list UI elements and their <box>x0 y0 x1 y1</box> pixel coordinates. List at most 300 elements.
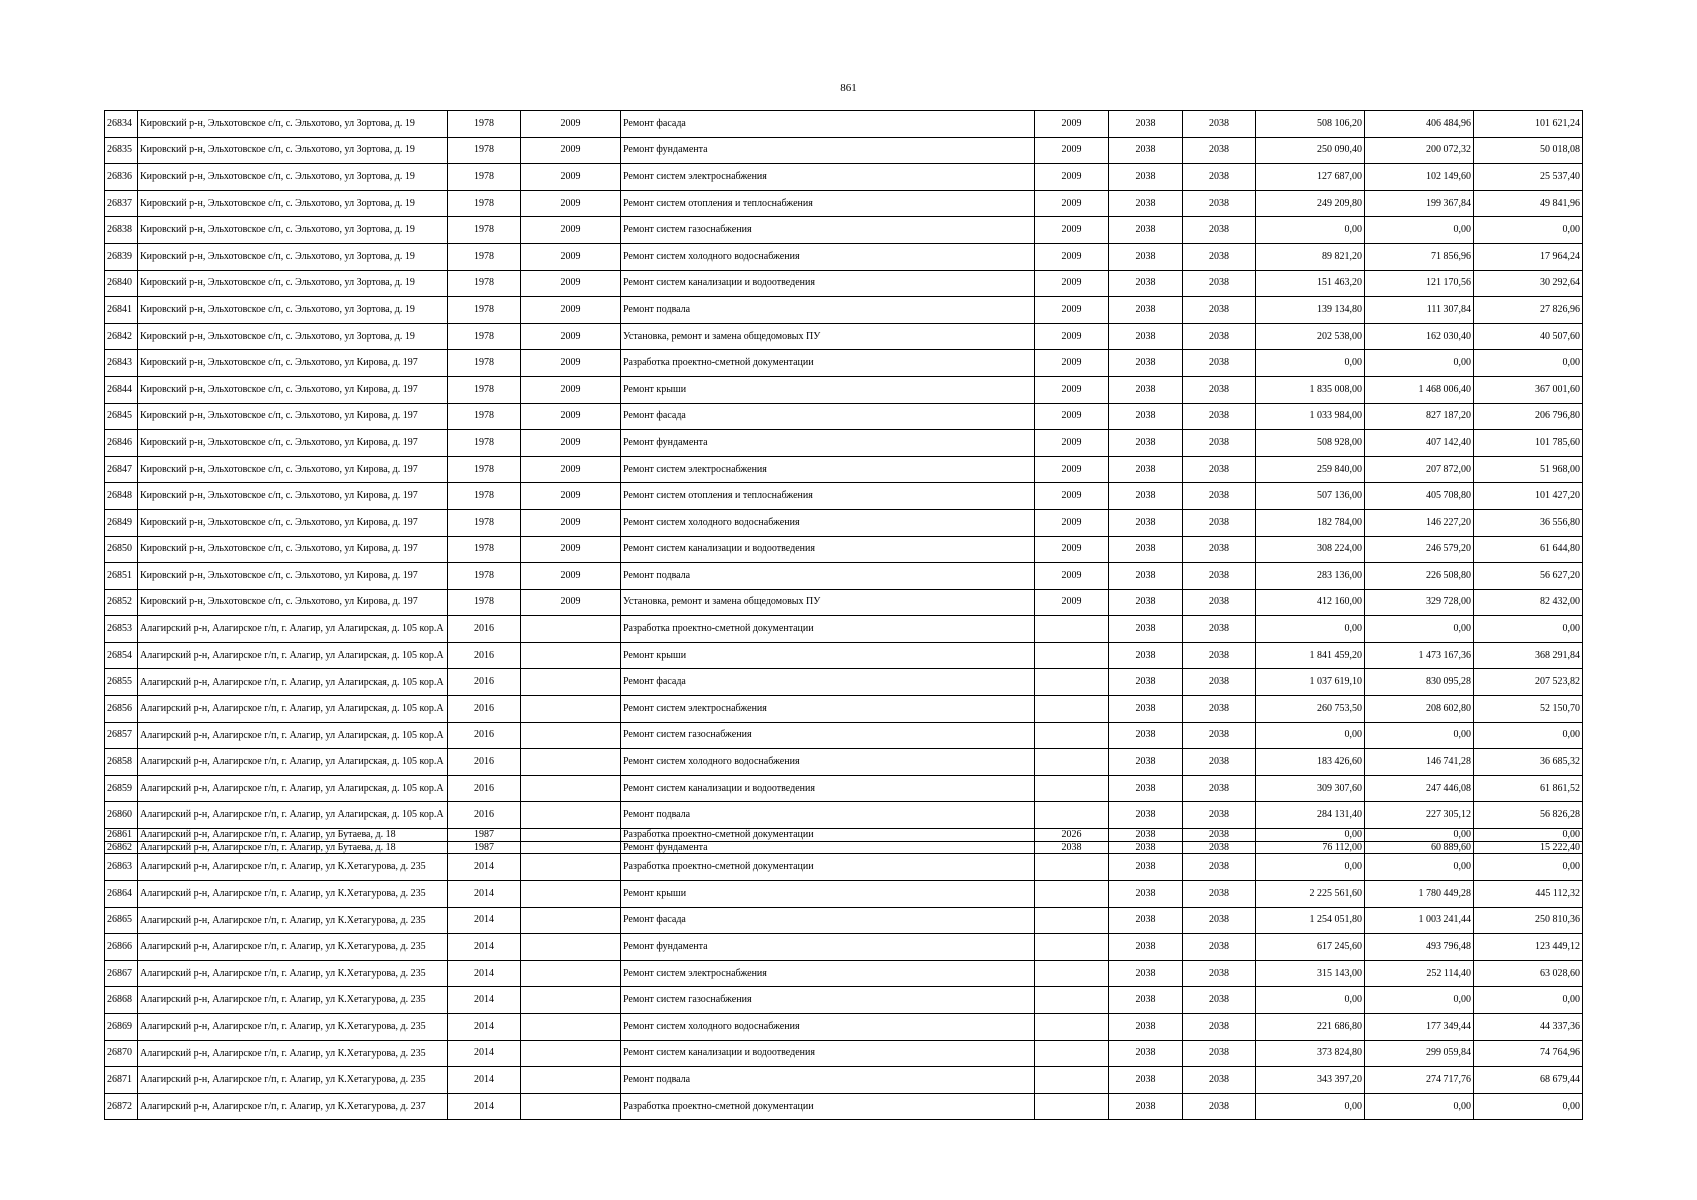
plan-year-end-cell: 2038 <box>1183 1067 1256 1094</box>
table-row <box>105 403 1583 430</box>
address-cell: Кировский р-н, Эльхотовское с/п, с. Эльхотово, ул Зортова, д. 19 <box>138 217 448 244</box>
plan-year-end-cell: 2038 <box>1183 430 1256 457</box>
year-last-cell: 2009 <box>1035 243 1109 270</box>
plan-year-end-cell: 2038 <box>1183 536 1256 563</box>
plan-year-end-cell: 2038 <box>1183 907 1256 934</box>
cost-a-cell: 208 602,80 <box>1365 696 1474 723</box>
year-overhaul-cell <box>521 960 621 987</box>
cost-a-cell: 162 030,40 <box>1365 323 1474 350</box>
plan-year-start-cell: 2038 <box>1109 563 1183 590</box>
year-overhaul-cell: 2009 <box>521 270 621 297</box>
row-number-cell: 26866 <box>105 934 138 961</box>
year-overhaul-cell: 2009 <box>521 536 621 563</box>
cost-a-cell: 1 003 241,44 <box>1365 907 1474 934</box>
cost-b-cell: 49 841,96 <box>1474 190 1583 217</box>
work-type-cell: Ремонт подвала <box>621 297 1035 324</box>
year-last-cell: 2009 <box>1035 589 1109 616</box>
row-number-cell: 26872 <box>105 1093 138 1120</box>
work-type-cell: Ремонт подвала <box>621 802 1035 829</box>
plan-year-start-cell: 2038 <box>1109 589 1183 616</box>
table-row <box>105 164 1583 191</box>
year-overhaul-cell <box>521 854 621 881</box>
year-built-cell: 1978 <box>448 376 521 403</box>
table-row <box>105 111 1583 138</box>
address-cell: Алагирский р-н, Алагирское г/п, г. Алагир, ул К.Хетагурова, д. 235 <box>138 907 448 934</box>
cost-a-cell: 226 508,80 <box>1365 563 1474 590</box>
address-cell: Алагирский р-н, Алагирское г/п, г. Алагир, ул К.Хетагурова, д. 235 <box>138 1040 448 1067</box>
page-number: 861 <box>840 82 857 94</box>
table-row <box>105 669 1583 696</box>
cost-a-cell: 111 307,84 <box>1365 297 1474 324</box>
year-overhaul-cell: 2009 <box>521 111 621 138</box>
year-overhaul-cell <box>521 1093 621 1120</box>
work-type-cell: Ремонт систем электроснабжения <box>621 456 1035 483</box>
plan-year-end-cell: 2038 <box>1183 696 1256 723</box>
table-row <box>105 190 1583 217</box>
address-cell: Кировский р-н, Эльхотовское с/п, с. Эльхотово, ул Кирова, д. 197 <box>138 536 448 563</box>
year-built-cell: 2014 <box>448 934 521 961</box>
row-number-cell: 26843 <box>105 350 138 377</box>
year-last-cell <box>1035 1040 1109 1067</box>
address-cell: Кировский р-н, Эльхотовское с/п, с. Эльхотово, ул Кирова, д. 197 <box>138 589 448 616</box>
plan-year-end-cell: 2038 <box>1183 111 1256 138</box>
year-overhaul-cell <box>521 775 621 802</box>
plan-year-end-cell: 2038 <box>1183 456 1256 483</box>
row-number-cell: 26846 <box>105 430 138 457</box>
table-row <box>105 960 1583 987</box>
row-number-cell: 26838 <box>105 217 138 244</box>
row-number-cell: 26871 <box>105 1067 138 1094</box>
year-overhaul-cell <box>521 722 621 749</box>
address-cell: Кировский р-н, Эльхотовское с/п, с. Эльхотово, ул Зортова, д. 19 <box>138 137 448 164</box>
cost-a-cell: 207 872,00 <box>1365 456 1474 483</box>
year-last-cell <box>1035 802 1109 829</box>
cost-total-cell: 0,00 <box>1256 987 1365 1014</box>
cost-b-cell: 56 627,20 <box>1474 563 1583 590</box>
table-row <box>105 696 1583 723</box>
work-type-cell: Ремонт крыши <box>621 642 1035 669</box>
cost-a-cell: 146 227,20 <box>1365 509 1474 536</box>
cost-b-cell: 36 685,32 <box>1474 749 1583 776</box>
plan-year-start-cell: 2038 <box>1109 960 1183 987</box>
cost-b-cell: 61 861,52 <box>1474 775 1583 802</box>
cost-total-cell: 259 840,00 <box>1256 456 1365 483</box>
cost-b-cell: 0,00 <box>1474 987 1583 1014</box>
work-type-cell: Ремонт крыши <box>621 881 1035 908</box>
cost-a-cell: 60 889,60 <box>1365 841 1474 854</box>
year-last-cell: 2009 <box>1035 350 1109 377</box>
table-row <box>105 616 1583 643</box>
year-last-cell <box>1035 960 1109 987</box>
cost-b-cell: 61 644,80 <box>1474 536 1583 563</box>
table-row <box>105 350 1583 377</box>
year-built-cell: 2014 <box>448 960 521 987</box>
year-overhaul-cell <box>521 642 621 669</box>
cost-a-cell: 71 856,96 <box>1365 243 1474 270</box>
work-type-cell: Ремонт систем холодного водоснабжения <box>621 1013 1035 1040</box>
address-cell: Алагирский р-н, Алагирское г/п, г. Алагир, ул К.Хетагурова, д. 235 <box>138 987 448 1014</box>
plan-year-start-cell: 2038 <box>1109 642 1183 669</box>
plan-year-end-cell: 2038 <box>1183 563 1256 590</box>
row-number-cell: 26835 <box>105 137 138 164</box>
address-cell: Кировский р-н, Эльхотовское с/п, с. Эльхотово, ул Кирова, д. 197 <box>138 509 448 536</box>
row-number-cell: 26839 <box>105 243 138 270</box>
plan-year-end-cell: 2038 <box>1183 802 1256 829</box>
row-number-cell: 26842 <box>105 323 138 350</box>
plan-year-end-cell: 2038 <box>1183 217 1256 244</box>
cost-total-cell: 249 209,80 <box>1256 190 1365 217</box>
year-built-cell: 1978 <box>448 563 521 590</box>
year-overhaul-cell: 2009 <box>521 350 621 377</box>
table-row <box>105 881 1583 908</box>
cost-total-cell: 507 136,00 <box>1256 483 1365 510</box>
address-cell: Кировский р-н, Эльхотовское с/п, с. Эльхотово, ул Кирова, д. 197 <box>138 350 448 377</box>
year-last-cell <box>1035 1093 1109 1120</box>
cost-total-cell: 309 307,60 <box>1256 775 1365 802</box>
cost-total-cell: 343 397,20 <box>1256 1067 1365 1094</box>
table-body <box>105 111 1583 1120</box>
table-row <box>105 1067 1583 1094</box>
address-cell: Алагирский р-н, Алагирское г/п, г. Алагир, ул К.Хетагурова, д. 235 <box>138 1067 448 1094</box>
table-row <box>105 483 1583 510</box>
cost-b-cell: 51 968,00 <box>1474 456 1583 483</box>
cost-total-cell: 0,00 <box>1256 350 1365 377</box>
address-cell: Алагирский р-н, Алагирское г/п, г. Алагир, ул К.Хетагурова, д. 237 <box>138 1093 448 1120</box>
work-type-cell: Ремонт систем холодного водоснабжения <box>621 509 1035 536</box>
plan-year-start-cell: 2038 <box>1109 829 1183 842</box>
cost-b-cell: 367 001,60 <box>1474 376 1583 403</box>
year-overhaul-cell <box>521 749 621 776</box>
year-overhaul-cell <box>521 802 621 829</box>
cost-a-cell: 200 072,32 <box>1365 137 1474 164</box>
year-built-cell: 1987 <box>448 829 521 842</box>
cost-total-cell: 315 143,00 <box>1256 960 1365 987</box>
plan-year-start-cell: 2038 <box>1109 483 1183 510</box>
row-number-cell: 26862 <box>105 841 138 854</box>
year-built-cell: 2016 <box>448 616 521 643</box>
work-type-cell: Ремонт систем канализации и водоотведения <box>621 1040 1035 1067</box>
cost-total-cell: 508 928,00 <box>1256 430 1365 457</box>
year-overhaul-cell <box>521 616 621 643</box>
cost-total-cell: 0,00 <box>1256 854 1365 881</box>
row-number-cell: 26848 <box>105 483 138 510</box>
year-last-cell: 2009 <box>1035 536 1109 563</box>
cost-a-cell: 0,00 <box>1365 854 1474 881</box>
address-cell: Алагирский р-н, Алагирское г/п, г. Алагир, ул Алагирская, д. 105 кор.А <box>138 642 448 669</box>
address-cell: Кировский р-н, Эльхотовское с/п, с. Эльхотово, ул Зортова, д. 19 <box>138 270 448 297</box>
work-type-cell: Ремонт фасада <box>621 669 1035 696</box>
cost-total-cell: 0,00 <box>1256 722 1365 749</box>
cost-total-cell: 1 841 459,20 <box>1256 642 1365 669</box>
cost-b-cell: 101 621,24 <box>1474 111 1583 138</box>
plan-year-start-cell: 2038 <box>1109 775 1183 802</box>
plan-year-end-cell: 2038 <box>1183 190 1256 217</box>
plan-year-end-cell: 2038 <box>1183 137 1256 164</box>
year-overhaul-cell: 2009 <box>521 164 621 191</box>
work-type-cell: Установка, ремонт и замена общедомовых ПУ <box>621 589 1035 616</box>
plan-year-end-cell: 2038 <box>1183 749 1256 776</box>
year-overhaul-cell <box>521 1013 621 1040</box>
address-cell: Алагирский р-н, Алагирское г/п, г. Алагир, ул Алагирская, д. 105 кор.А <box>138 749 448 776</box>
work-type-cell: Ремонт систем электроснабжения <box>621 164 1035 191</box>
year-built-cell: 1978 <box>448 217 521 244</box>
year-built-cell: 2016 <box>448 669 521 696</box>
year-overhaul-cell: 2009 <box>521 456 621 483</box>
row-number-cell: 26860 <box>105 802 138 829</box>
row-number-cell: 26854 <box>105 642 138 669</box>
year-last-cell: 2009 <box>1035 164 1109 191</box>
cost-a-cell: 827 187,20 <box>1365 403 1474 430</box>
row-number-cell: 26850 <box>105 536 138 563</box>
year-last-cell: 2009 <box>1035 137 1109 164</box>
plan-year-end-cell: 2038 <box>1183 483 1256 510</box>
cost-a-cell: 329 728,00 <box>1365 589 1474 616</box>
address-cell: Кировский р-н, Эльхотовское с/п, с. Эльхотово, ул Кирова, д. 197 <box>138 483 448 510</box>
work-type-cell: Ремонт систем отопления и теплоснабжения <box>621 483 1035 510</box>
year-last-cell: 2009 <box>1035 403 1109 430</box>
cost-a-cell: 252 114,40 <box>1365 960 1474 987</box>
cost-total-cell: 373 824,80 <box>1256 1040 1365 1067</box>
year-last-cell: 2009 <box>1035 217 1109 244</box>
row-number-cell: 26865 <box>105 907 138 934</box>
table-row <box>105 430 1583 457</box>
work-type-cell: Ремонт систем холодного водоснабжения <box>621 243 1035 270</box>
address-cell: Кировский р-н, Эльхотовское с/п, с. Эльхотово, ул Кирова, д. 197 <box>138 403 448 430</box>
plan-year-end-cell: 2038 <box>1183 616 1256 643</box>
cost-b-cell: 17 964,24 <box>1474 243 1583 270</box>
plan-year-end-cell: 2038 <box>1183 270 1256 297</box>
plan-year-end-cell: 2038 <box>1183 1013 1256 1040</box>
year-built-cell: 2016 <box>448 722 521 749</box>
table-row <box>105 563 1583 590</box>
address-cell: Алагирский р-н, Алагирское г/п, г. Алагир, ул К.Хетагурова, д. 235 <box>138 934 448 961</box>
table-row <box>105 137 1583 164</box>
plan-year-start-cell: 2038 <box>1109 350 1183 377</box>
year-built-cell: 1978 <box>448 270 521 297</box>
plan-year-end-cell: 2038 <box>1183 509 1256 536</box>
year-built-cell: 2014 <box>448 881 521 908</box>
plan-year-end-cell: 2038 <box>1183 297 1256 324</box>
year-overhaul-cell: 2009 <box>521 483 621 510</box>
year-last-cell: 2009 <box>1035 270 1109 297</box>
cost-a-cell: 177 349,44 <box>1365 1013 1474 1040</box>
year-built-cell: 2016 <box>448 696 521 723</box>
year-built-cell: 2014 <box>448 1067 521 1094</box>
cost-b-cell: 123 449,12 <box>1474 934 1583 961</box>
year-built-cell: 1978 <box>448 589 521 616</box>
row-number-cell: 26868 <box>105 987 138 1014</box>
plan-year-end-cell: 2038 <box>1183 1093 1256 1120</box>
cost-a-cell: 299 059,84 <box>1365 1040 1474 1067</box>
row-number-cell: 26861 <box>105 829 138 842</box>
cost-a-cell: 405 708,80 <box>1365 483 1474 510</box>
address-cell: Кировский р-н, Эльхотовское с/п, с. Эльхотово, ул Зортова, д. 19 <box>138 111 448 138</box>
row-number-cell: 26867 <box>105 960 138 987</box>
cost-total-cell: 0,00 <box>1256 1093 1365 1120</box>
cost-a-cell: 1 473 167,36 <box>1365 642 1474 669</box>
cost-b-cell: 30 292,64 <box>1474 270 1583 297</box>
row-number-cell: 26836 <box>105 164 138 191</box>
year-last-cell: 2009 <box>1035 297 1109 324</box>
year-built-cell: 1978 <box>448 536 521 563</box>
year-built-cell: 2016 <box>448 802 521 829</box>
plan-year-start-cell: 2038 <box>1109 111 1183 138</box>
cost-a-cell: 0,00 <box>1365 829 1474 842</box>
address-cell: Алагирский р-н, Алагирское г/п, г. Алагир, ул Алагирская, д. 105 кор.А <box>138 802 448 829</box>
table-row <box>105 376 1583 403</box>
row-number-cell: 26857 <box>105 722 138 749</box>
row-number-cell: 26847 <box>105 456 138 483</box>
cost-b-cell: 206 796,80 <box>1474 403 1583 430</box>
table-row <box>105 1040 1583 1067</box>
cost-b-cell: 82 432,00 <box>1474 589 1583 616</box>
plan-year-start-cell: 2038 <box>1109 536 1183 563</box>
plan-year-start-cell: 2038 <box>1109 616 1183 643</box>
plan-year-end-cell: 2038 <box>1183 669 1256 696</box>
address-cell: Алагирский р-н, Алагирское г/п, г. Алагир, ул К.Хетагурова, д. 235 <box>138 960 448 987</box>
cost-a-cell: 406 484,96 <box>1365 111 1474 138</box>
year-last-cell <box>1035 854 1109 881</box>
table-row <box>105 775 1583 802</box>
plan-year-end-cell: 2038 <box>1183 323 1256 350</box>
row-number-cell: 26864 <box>105 881 138 908</box>
address-cell: Алагирский р-н, Алагирское г/п, г. Алагир, ул К.Хетагурова, д. 235 <box>138 854 448 881</box>
year-last-cell: 2009 <box>1035 323 1109 350</box>
plan-year-start-cell: 2038 <box>1109 722 1183 749</box>
cost-b-cell: 40 507,60 <box>1474 323 1583 350</box>
cost-total-cell: 182 784,00 <box>1256 509 1365 536</box>
year-overhaul-cell <box>521 881 621 908</box>
table-row <box>105 841 1583 854</box>
cost-total-cell: 308 224,00 <box>1256 536 1365 563</box>
row-number-cell: 26851 <box>105 563 138 590</box>
row-number-cell: 26855 <box>105 669 138 696</box>
address-cell: Кировский р-н, Эльхотовское с/п, с. Эльхотово, ул Зортова, д. 19 <box>138 190 448 217</box>
cost-total-cell: 2 225 561,60 <box>1256 881 1365 908</box>
work-type-cell: Разработка проектно-сметной документации <box>621 350 1035 377</box>
year-overhaul-cell: 2009 <box>521 323 621 350</box>
row-number-cell: 26852 <box>105 589 138 616</box>
cost-total-cell: 284 131,40 <box>1256 802 1365 829</box>
work-type-cell: Ремонт систем газоснабжения <box>621 722 1035 749</box>
cost-a-cell: 0,00 <box>1365 987 1474 1014</box>
cost-a-cell: 0,00 <box>1365 616 1474 643</box>
year-built-cell: 1978 <box>448 456 521 483</box>
year-overhaul-cell: 2009 <box>521 509 621 536</box>
year-overhaul-cell: 2009 <box>521 137 621 164</box>
cost-total-cell: 89 821,20 <box>1256 243 1365 270</box>
year-built-cell: 1978 <box>448 430 521 457</box>
plan-year-start-cell: 2038 <box>1109 881 1183 908</box>
cost-b-cell: 56 826,28 <box>1474 802 1583 829</box>
table-row <box>105 536 1583 563</box>
year-overhaul-cell: 2009 <box>521 217 621 244</box>
year-overhaul-cell: 2009 <box>521 430 621 457</box>
plan-year-end-cell: 2038 <box>1183 934 1256 961</box>
work-type-cell: Ремонт подвала <box>621 563 1035 590</box>
cost-total-cell: 250 090,40 <box>1256 137 1365 164</box>
plan-year-end-cell: 2038 <box>1183 642 1256 669</box>
plan-year-end-cell: 2038 <box>1183 589 1256 616</box>
year-last-cell <box>1035 987 1109 1014</box>
table-row <box>105 722 1583 749</box>
plan-year-start-cell: 2038 <box>1109 907 1183 934</box>
year-overhaul-cell: 2009 <box>521 563 621 590</box>
plan-year-end-cell: 2038 <box>1183 722 1256 749</box>
plan-year-end-cell: 2038 <box>1183 775 1256 802</box>
year-overhaul-cell: 2009 <box>521 297 621 324</box>
table-row <box>105 589 1583 616</box>
work-type-cell: Ремонт систем канализации и водоотведения <box>621 775 1035 802</box>
table-row <box>105 854 1583 881</box>
cost-total-cell: 0,00 <box>1256 616 1365 643</box>
work-type-cell: Ремонт фундамента <box>621 934 1035 961</box>
year-last-cell: 2009 <box>1035 563 1109 590</box>
year-last-cell <box>1035 722 1109 749</box>
year-last-cell <box>1035 696 1109 723</box>
year-built-cell: 1978 <box>448 403 521 430</box>
address-cell: Алагирский р-н, Алагирское г/п, г. Алагир, ул Алагирская, д. 105 кор.А <box>138 669 448 696</box>
year-last-cell: 2009 <box>1035 190 1109 217</box>
cost-total-cell: 260 753,50 <box>1256 696 1365 723</box>
table-row <box>105 243 1583 270</box>
cost-a-cell: 493 796,48 <box>1365 934 1474 961</box>
cost-a-cell: 247 446,08 <box>1365 775 1474 802</box>
row-number-cell: 26841 <box>105 297 138 324</box>
cost-a-cell: 830 095,28 <box>1365 669 1474 696</box>
year-last-cell: 2009 <box>1035 456 1109 483</box>
cost-total-cell: 151 463,20 <box>1256 270 1365 297</box>
year-last-cell: 2009 <box>1035 483 1109 510</box>
work-type-cell: Ремонт фундамента <box>621 841 1035 854</box>
cost-a-cell: 227 305,12 <box>1365 802 1474 829</box>
plan-year-end-cell: 2038 <box>1183 960 1256 987</box>
year-last-cell: 2009 <box>1035 430 1109 457</box>
row-number-cell: 26845 <box>105 403 138 430</box>
work-type-cell: Ремонт фасада <box>621 403 1035 430</box>
address-cell: Кировский р-н, Эльхотовское с/п, с. Эльхотово, ул Зортова, д. 19 <box>138 297 448 324</box>
year-overhaul-cell: 2009 <box>521 403 621 430</box>
cost-a-cell: 0,00 <box>1365 1093 1474 1120</box>
year-last-cell <box>1035 907 1109 934</box>
year-last-cell <box>1035 881 1109 908</box>
cost-total-cell: 0,00 <box>1256 217 1365 244</box>
plan-year-start-cell: 2038 <box>1109 854 1183 881</box>
table-row <box>105 217 1583 244</box>
plan-year-end-cell: 2038 <box>1183 881 1256 908</box>
cost-b-cell: 101 785,60 <box>1474 430 1583 457</box>
work-type-cell: Разработка проектно-сметной документации <box>621 1093 1035 1120</box>
work-type-cell: Разработка проектно-сметной документации <box>621 829 1035 842</box>
plan-year-start-cell: 2038 <box>1109 376 1183 403</box>
year-last-cell <box>1035 669 1109 696</box>
work-type-cell: Ремонт систем канализации и водоотведения <box>621 536 1035 563</box>
table-row <box>105 642 1583 669</box>
cost-a-cell: 199 367,84 <box>1365 190 1474 217</box>
address-cell: Кировский р-н, Эльхотовское с/п, с. Эльхотово, ул Зортова, д. 19 <box>138 164 448 191</box>
cost-total-cell: 221 686,80 <box>1256 1013 1365 1040</box>
cost-b-cell: 36 556,80 <box>1474 509 1583 536</box>
cost-b-cell: 68 679,44 <box>1474 1067 1583 1094</box>
year-overhaul-cell <box>521 1067 621 1094</box>
cost-b-cell: 0,00 <box>1474 350 1583 377</box>
table-row <box>105 270 1583 297</box>
work-type-cell: Ремонт подвала <box>621 1067 1035 1094</box>
work-type-cell: Ремонт фундамента <box>621 430 1035 457</box>
plan-year-start-cell: 2038 <box>1109 802 1183 829</box>
table-row <box>105 323 1583 350</box>
year-built-cell: 1978 <box>448 243 521 270</box>
